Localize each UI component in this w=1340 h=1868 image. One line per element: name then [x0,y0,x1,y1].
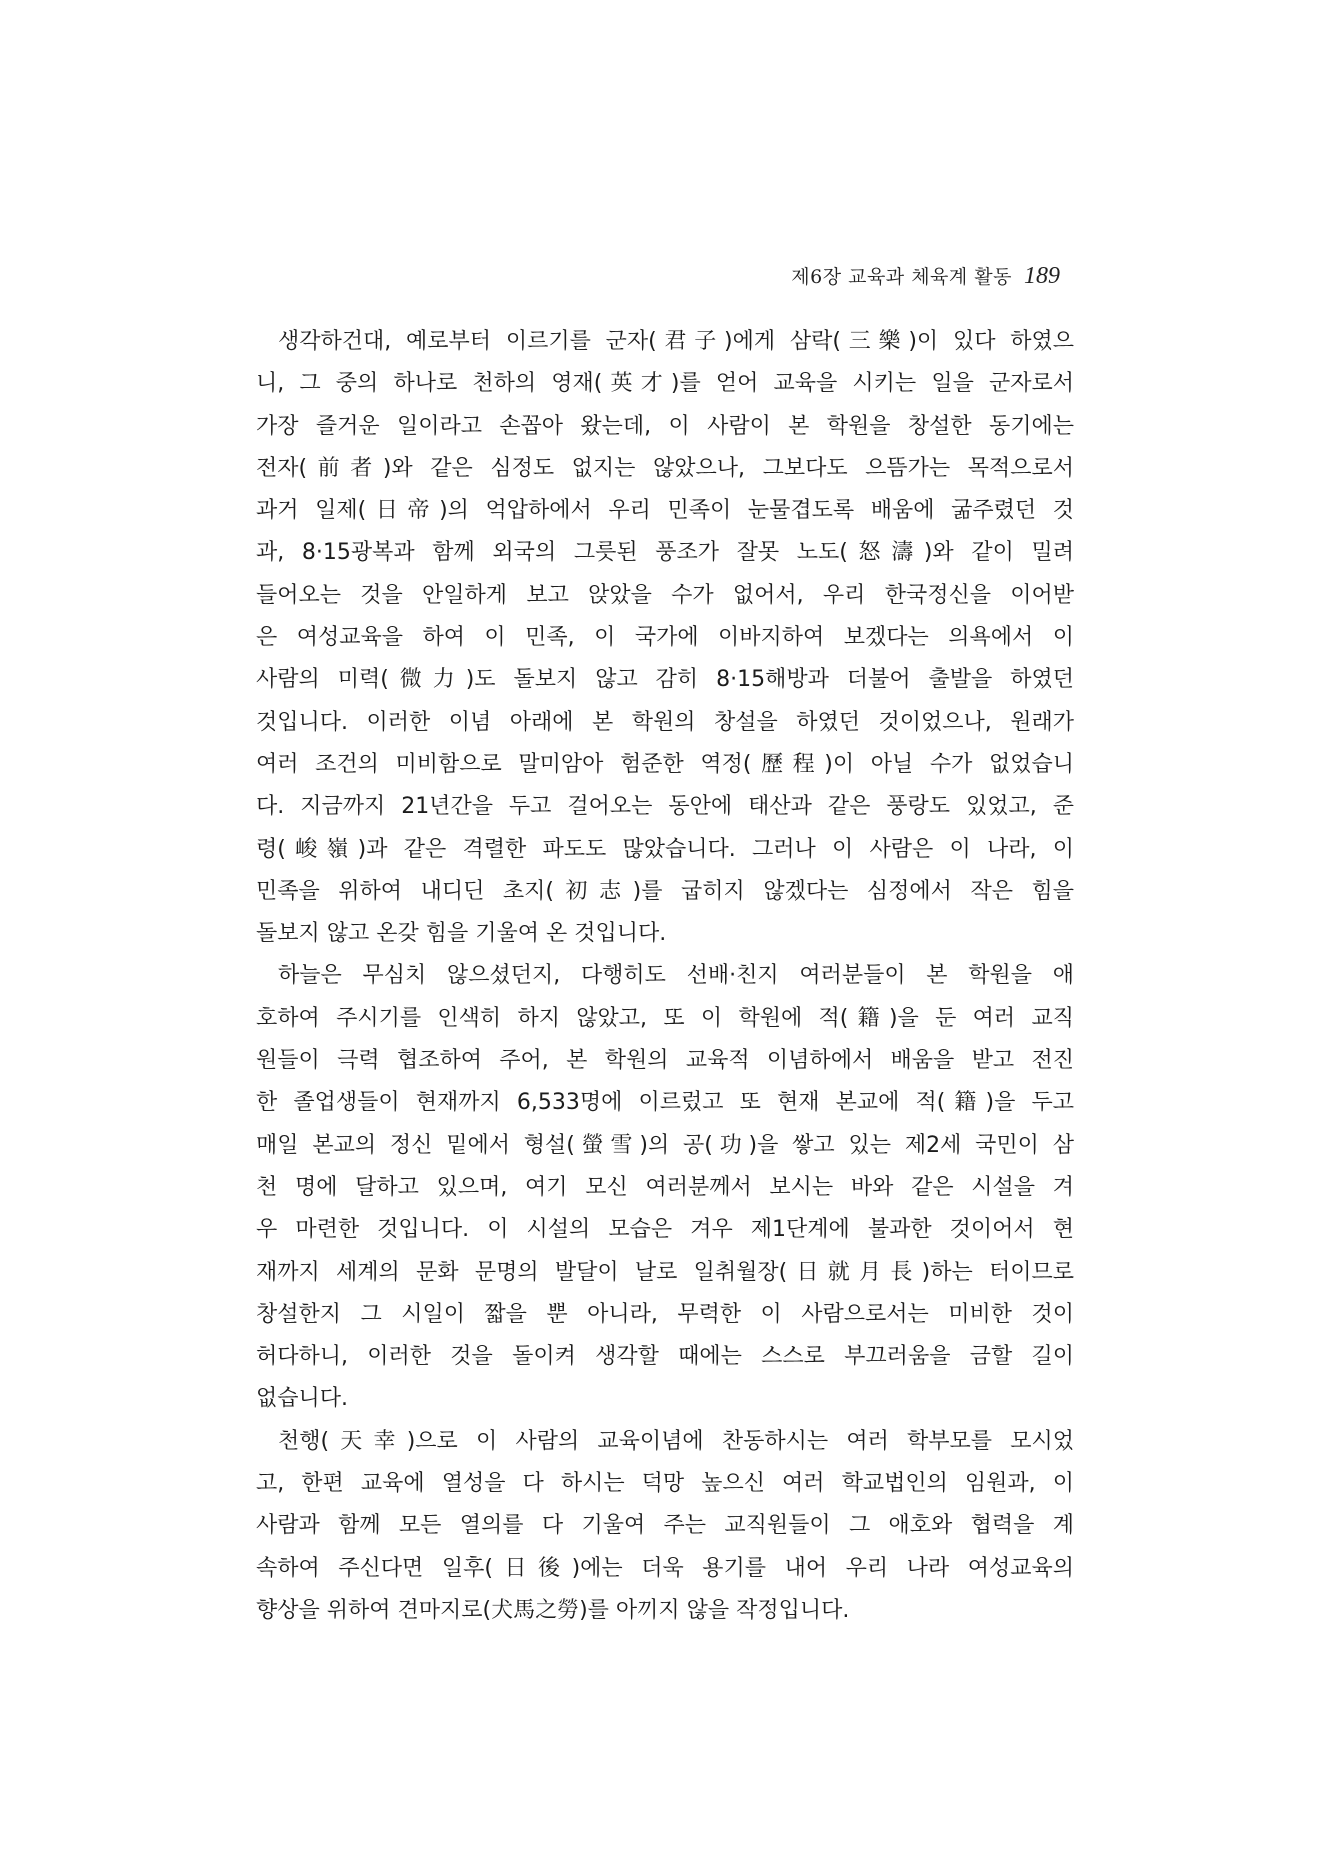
text-line: 니, 그 중의 하나로 천하의 영재(英才)를 얻어 교육을 시키는 일을 군자로서 [256,371,1074,397]
text-line: 한 졸업생들이 현재까지 6,533명에 이르렀고 또 현재 본교에 적(籍)을 두고 [256,1090,1074,1116]
text-line: 속하여 주신다면 일후(日後)에는 더욱 용기를 내어 우리 나라 여성교육의 [256,1555,1074,1581]
body-text [256,321,1074,1632]
text-line: 원들이 극력 협조하여 주어, 본 학원의 교육적 이념하에서 배움을 받고 전진 [256,1048,1074,1074]
text-line: 사람의 미력(微力)도 돌보지 않고 감히 8·15해방과 더불어 출발을 하였던 [256,667,1074,693]
text-line: 우 마련한 것입니다. 이 시설의 모습은 겨우 제1단계에 불과한 것이어서 현 [256,1217,1074,1243]
page-number: 189 [1024,263,1060,289]
text-line: 천행(天幸)으로 이 사람의 교육이념에 찬동하시는 여러 학부모를 모시었 [278,1428,1074,1454]
text-line: 민족을 위하여 내디딘 초지(初志)를 굽히지 않겠다는 심정에서 작은 힘을 [256,878,1074,904]
text-line: 하늘은 무심치 않으셨던지, 다행히도 선배·친지 여러분들이 본 학원을 애 [278,963,1074,989]
text-line: 과거 일제(日帝)의 억압하에서 우리 민족이 눈물겹도록 배움에 굶주렸던 것 [256,498,1074,524]
text-line: 은 여성교육을 하여 이 민족, 이 국가에 이바지하여 보겠다는 의욕에서 이 [256,625,1074,651]
text-line: 전자(前者)와 같은 심정도 없지는 않았으나, 그보다도 으뜸가는 목적으로서 [256,455,1074,481]
text-line: 사람과 함께 모든 열의를 다 기울여 주는 교직원들이 그 애호와 협력을 계 [256,1513,1074,1539]
paragraph-2 [256,955,1074,1420]
text-line: 과, 8·15광복과 함께 외국의 그릇된 풍조가 잘못 노도(怒濤)와 같이 밀려 [256,540,1074,566]
text-line: 고, 한편 교육에 열성을 다 하시는 덕망 높으신 여러 학교법인의 임원과, 이 [256,1471,1074,1497]
text-line: 천 명에 달하고 있으며, 여기 모신 여러분께서 보시는 바와 같은 시설을 겨 [256,1174,1074,1200]
paragraph-1 [256,321,1074,955]
text-line: 생각하건대, 예로부터 이르기를 군자(君子)에게 삼락(三樂)이 있다 하였으 [278,329,1074,354]
text-line: 매일 본교의 정신 밑에서 형설(螢雪)의 공(功)을 쌓고 있는 제2세 국민이 삼 [256,1132,1074,1158]
text-line: 령(峻嶺)과 같은 격렬한 파도도 많았습니다. 그러나 이 사람은 이 나라, 이 [256,836,1074,862]
text-line: 창설한지 그 시일이 짧을 뿐 아니라, 무력한 이 사람으로서는 미비한 것이 [256,1301,1074,1327]
paragraph-3 [256,1421,1074,1632]
text-line: 향상을 위하여 견마지로(犬馬之勞)를 아끼지 않을 작정입니다. [256,1597,850,1623]
running-title: 제6장 교육과 체육계 활동 [791,266,1012,288]
text-line: 것입니다. 이러한 이념 아래에 본 학원의 창설을 하였던 것이었으나, 원래가 [256,709,1074,735]
text-line: 돌보지 않고 온갖 힘을 기울여 온 것입니다. [256,921,667,947]
text-line: 다. 지금까지 21년간을 두고 걸어오는 동안에 태산과 같은 풍랑도 있었고, 준 [256,794,1074,820]
text-line: 허다하니, 이러한 것을 돌이켜 생각할 때에는 스스로 부끄러움을 금할 길이 [256,1344,1074,1370]
text-line: 들어오는 것을 안일하게 보고 앉았을 수가 없어서, 우리 한국정신을 이어받 [256,582,1074,608]
text-line: 없습니다. [256,1386,349,1412]
text-line: 여러 조건의 미비함으로 말미암아 험준한 역정(歷程)이 아닐 수가 없었습니 [256,751,1074,777]
text-line: 호하여 주시기를 인색히 하지 않았고, 또 이 학원에 적(籍)을 둔 여러 교직 [256,1005,1074,1031]
text-line: 가장 즐거운 일이라고 손꼽아 왔는데, 이 사람이 본 학원을 창설한 동기에는 [256,413,1074,439]
running-header [730,262,1060,302]
text-line: 재까지 세계의 문화 문명의 발달이 날로 일취월장(日就月長)하는 터이므로 [256,1259,1074,1285]
